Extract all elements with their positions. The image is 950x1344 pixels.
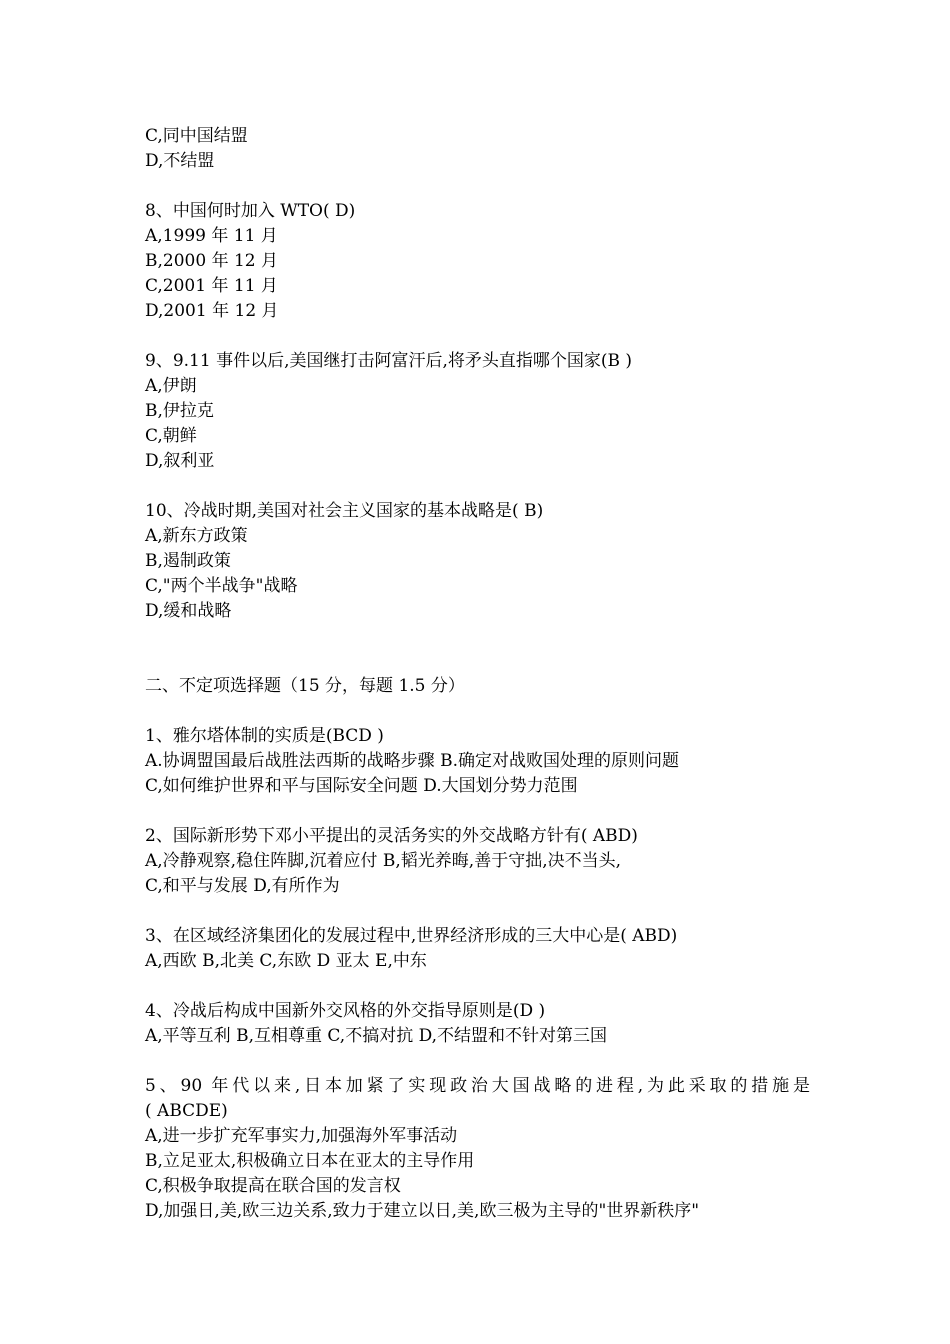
q8-option-d: D,2001 年 12 月 xyxy=(145,301,279,321)
section-heading: 二、不定项选择题（15 分，每题 1.5 分） xyxy=(145,676,465,696)
mq5-option-d: D,加强日,美,欧三边关系,致力于建立以日,美,欧三极为主导的"世界新秩序" xyxy=(145,1201,700,1221)
q10-option-d: D,缓和战略 xyxy=(145,601,232,621)
q9-option-d: D,叙利亚 xyxy=(145,451,215,471)
mq3-options: A,西欧 B,北美 C,东欧 D 亚太 E,中东 xyxy=(145,951,427,971)
mq5-option-a: A,进一步扩充军事实力,加强海外军事活动 xyxy=(145,1126,458,1146)
mq1-question: 1、雅尔塔体制的实质是(BCD ) xyxy=(145,726,384,746)
mq1-options-ab: A.协调盟国最后战胜法西斯的战略步骤 B.确定对战败国处理的原则问题 xyxy=(145,751,679,771)
q10-option-c: C,"两个半战争"战略 xyxy=(145,576,298,596)
mq2-options-ab: A,冷静观察,稳住阵脚,沉着应付 B,韬光养晦,善于守拙,决不当头, xyxy=(145,851,621,871)
q8-option-c: C,2001 年 11 月 xyxy=(145,276,278,296)
q8-option-b: B,2000 年 12 月 xyxy=(145,251,279,271)
mq5-option-b: B,立足亚太,积极确立日本在亚太的主导作用 xyxy=(145,1151,475,1171)
mq1-options-cd: C,如何维护世界和平与国际安全问题 D.大国划分势力范围 xyxy=(145,776,578,796)
document-body xyxy=(145,124,810,1224)
q9-option-b: B,伊拉克 xyxy=(145,401,214,421)
q10-option-a: A,新东方政策 xyxy=(145,526,248,546)
spacer xyxy=(145,799,810,824)
q8-question: 8、中国何时加入 WTO( D) xyxy=(145,201,356,221)
spacer xyxy=(145,974,810,999)
spacer xyxy=(145,174,810,199)
spacer xyxy=(145,899,810,924)
q7-option-c: C,同中国结盟 xyxy=(145,126,248,146)
mq5-answer: ( ABCDE) xyxy=(145,1101,228,1121)
spacer xyxy=(145,699,810,724)
q9-option-a: A,伊朗 xyxy=(145,376,197,396)
q9-question: 9、9.11 事件以后,美国继打击阿富汗后,将矛头直指哪个国家(B ) xyxy=(145,351,633,371)
spacer xyxy=(145,1049,810,1074)
q7-option-d: D,不结盟 xyxy=(145,151,215,171)
mq5-option-c: C,积极争取提高在联合国的发言权 xyxy=(145,1176,401,1196)
spacer xyxy=(145,324,810,349)
q10-question: 10、冷战时期,美国对社会主义国家的基本战略是( B) xyxy=(145,501,544,521)
mq4-question: 4、冷战后构成中国新外交风格的外交指导原则是(D ) xyxy=(145,1001,546,1021)
mq2-question: 2、国际新形势下邓小平提出的灵活务实的外交战略方针有( ABD) xyxy=(145,826,638,846)
mq4-options: A,平等互利 B,互相尊重 C,不搞对抗 D,不结盟和不针对第三国 xyxy=(145,1026,608,1046)
q8-option-a: A,1999 年 11 月 xyxy=(145,226,278,246)
spacer xyxy=(145,624,810,674)
spacer xyxy=(145,474,810,499)
q10-option-b: B,遏制政策 xyxy=(145,551,231,571)
q9-option-c: C,朝鲜 xyxy=(145,426,197,446)
mq2-options-cd: C,和平与发展 D,有所作为 xyxy=(145,876,340,896)
mq5-question: 5、90 年代以来,日本加紧了实现政治大国战略的进程,为此采取的措施是 xyxy=(145,1076,810,1096)
mq3-question: 3、在区域经济集团化的发展过程中,世界经济形成的三大中心是( ABD) xyxy=(145,926,678,946)
